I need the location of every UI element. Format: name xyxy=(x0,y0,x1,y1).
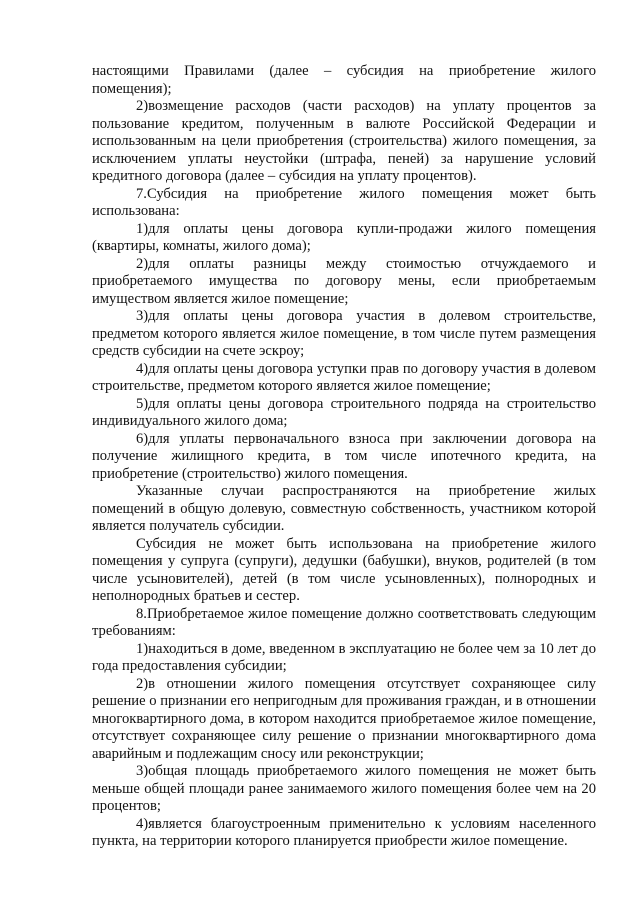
paragraph-shared-ownership: Указанные случаи распространяются на приобретение жилых помещений в общую долевую, совместную собственность, участником которой является получатель субсидии. xyxy=(92,483,596,534)
paragraph-item-3-shared-construction: 3)для оплаты цены договора участия в долевом строительстве, предметом которого является жилое помещение, в том числе путем размещения средств субсидии на счете эскроу; xyxy=(92,308,596,359)
paragraph-requirement-2-habitability: 2)в отношении жилого помещения отсутствует сохраняющее силу решение о признании его непригодным для проживания граждан, и в отношении многоквартирного дома, в котором находится приобретаемое жилое помещение, отсутствует сохраняющее силу решение о признании многоквартирного дома аварийным и подлежащим сносу или реконструкции; xyxy=(92,675,596,762)
paragraph-section-8: 8.Приобретаемое жилое помещение должно соответствовать следующим требованиям: xyxy=(92,605,596,639)
paragraph-requirement-3-area: 3)общая площадь приобретаемого жилого помещения не может быть меньше общей площади ранее занимаемого жилого помещения более чем на 20 процентов; xyxy=(92,763,596,814)
paragraph-item-2-exchange-difference: 2)для оплаты разницы между стоимостью отчуждаемого и приобретаемого имущества по договору мены, если приобретаемым имуществом является жилое помещение; xyxy=(92,255,596,307)
paragraph-relatives-restriction: Субсидия не может быть использована на приобретение жилого помещения у супруга (супруги), дедушки (бабушки), внуков, родителей (в том числе усыновителей), детей (в том числе усыновленных), полнородных и неполнородных братьев и сестер. xyxy=(92,535,596,604)
paragraph-section-7: 7.Субсидия на приобретение жилого помещения может быть использована: xyxy=(92,185,596,219)
paragraph-requirement-1-age: 1)находиться в доме, введенном в эксплуатацию не более чем за 10 лет до года предоставления субсидии; xyxy=(92,640,596,674)
paragraph-requirement-4-amenities: 4)является благоустроенным применительно к условиям населенного пункта, на территории которого планируется приобрести жилое помещение. xyxy=(92,815,596,849)
paragraph-continuation: настоящими Правилами (далее – субсидия на приобретение жилого помещения); xyxy=(92,63,596,97)
paragraph-item-2-interest-subsidy: 2)возмещение расходов (части расходов) на уплату процентов за пользование кредитом, полученным в валюте Российской Федерации и использованным на цели приобретения (строительства) жилого помещения, за исключением уплаты неустойки (штрафа, пеней) за нарушение условий кредитного договора (далее – субсидия на уплату процентов). xyxy=(92,98,596,184)
document-page xyxy=(92,63,596,851)
paragraph-item-5-construction-contract: 5)для оплаты цены договора строительного подряда на строительство индивидуального жилого дома; xyxy=(92,395,596,429)
paragraph-item-1-purchase-contract: 1)для оплаты цены договора купли-продажи жилого помещения (квартиры, комнаты, жилого дома); xyxy=(92,220,596,254)
paragraph-item-6-down-payment: 6)для уплаты первоначального взноса при заключении договора на получение жилищного кредита, в том числе ипотечного кредита, на приобретение (строительство) жилого помещения. xyxy=(92,430,596,482)
paragraph-item-4-rights-assignment: 4)для оплаты цены договора уступки прав по договору участия в долевом строительстве, предметом которого является жилое помещение; xyxy=(92,360,596,394)
